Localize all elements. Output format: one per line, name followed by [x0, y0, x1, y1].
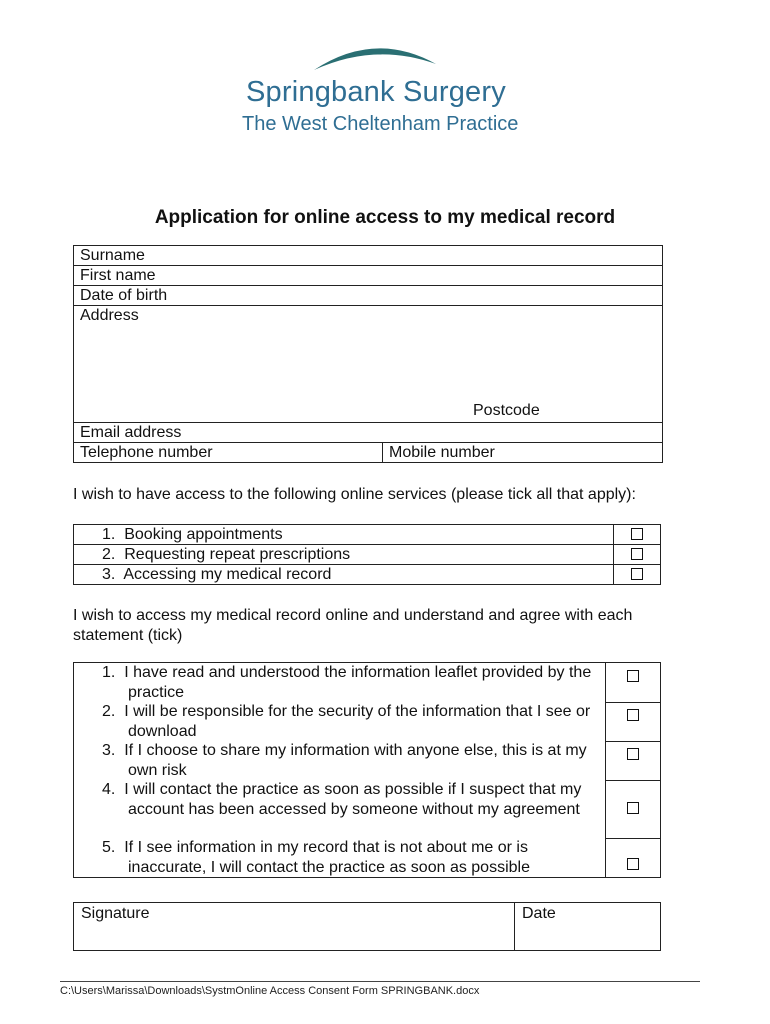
checkbox-icon[interactable] [631, 528, 643, 540]
footer-file-path: C:\Users\Marissa\Downloads\SystmOnline Access Consent Form SPRINGBANK.docx [60, 985, 480, 997]
signature-field[interactable]: Signature [74, 903, 515, 951]
service-checkbox[interactable] [614, 565, 661, 585]
checkbox-icon[interactable] [631, 548, 643, 560]
date-field[interactable]: Date [515, 903, 661, 951]
service-item: 1. Booking appointments [74, 525, 614, 545]
statement-item: 1. I have read and understood the information leaflet provided by the practice [74, 663, 606, 703]
logo-arc-icon [310, 38, 440, 74]
statement-row [74, 741, 661, 780]
services-table [73, 524, 661, 585]
checkbox-icon[interactable] [627, 670, 639, 682]
statement-row [74, 702, 661, 741]
statement-item: 5. If I see information in my record that is not about me or is inaccurate, I will contact the practice as soon as possible [74, 838, 606, 878]
checkbox-icon[interactable] [627, 709, 639, 721]
signature-table [73, 902, 661, 951]
statements-intro: I wish to access my medical record online and understand and agree with each statement (tick) [73, 607, 633, 644]
personal-details-table [73, 245, 663, 463]
service-row [74, 565, 661, 585]
statement-row [74, 780, 661, 838]
statement-item: 4. I will contact the practice as soon as possible if I suspect that my account has been accessed by someone without my agreement [74, 780, 606, 838]
address-field[interactable] [74, 306, 663, 423]
statement-checkbox[interactable] [606, 663, 661, 703]
checkbox-icon[interactable] [631, 568, 643, 580]
footer-divider [60, 981, 700, 982]
statement-checkbox[interactable] [606, 702, 661, 741]
page-title: Application for online access to my medical record [154, 207, 616, 228]
service-item: 2. Requesting repeat prescriptions [74, 545, 614, 565]
checkbox-icon[interactable] [627, 858, 639, 870]
services-intro: I wish to have access to the following online services (please tick all that apply): [73, 486, 636, 503]
service-item: 3. Accessing my medical record [74, 565, 614, 585]
logo-subtitle: The West Cheltenham Practice [242, 113, 519, 135]
postcode-label: Postcode [473, 402, 540, 419]
statement-row [74, 663, 661, 703]
first-name-field[interactable]: First name [74, 266, 663, 286]
service-row [74, 525, 661, 545]
statement-checkbox[interactable] [606, 741, 661, 780]
statements-table [73, 662, 661, 878]
statement-item: 3. If I choose to share my information with anyone else, this is at my own risk [74, 741, 606, 780]
dob-field[interactable]: Date of birth [74, 286, 663, 306]
service-checkbox[interactable] [614, 545, 661, 565]
mobile-field[interactable]: Mobile number [383, 443, 663, 463]
statement-row [74, 838, 661, 878]
email-field[interactable]: Email address [74, 423, 663, 443]
practice-logo [0, 0, 770, 140]
logo-name: Springbank Surgery [246, 76, 506, 108]
telephone-field[interactable]: Telephone number [74, 443, 383, 463]
checkbox-icon[interactable] [627, 748, 639, 760]
statement-item: 2. I will be responsible for the security of the information that I see or download [74, 702, 606, 741]
address-label: Address [80, 307, 139, 324]
service-row [74, 545, 661, 565]
statement-checkbox[interactable] [606, 838, 661, 878]
checkbox-icon[interactable] [627, 802, 639, 814]
statement-checkbox[interactable] [606, 780, 661, 838]
surname-field[interactable]: Surname [74, 246, 663, 266]
service-checkbox[interactable] [614, 525, 661, 545]
